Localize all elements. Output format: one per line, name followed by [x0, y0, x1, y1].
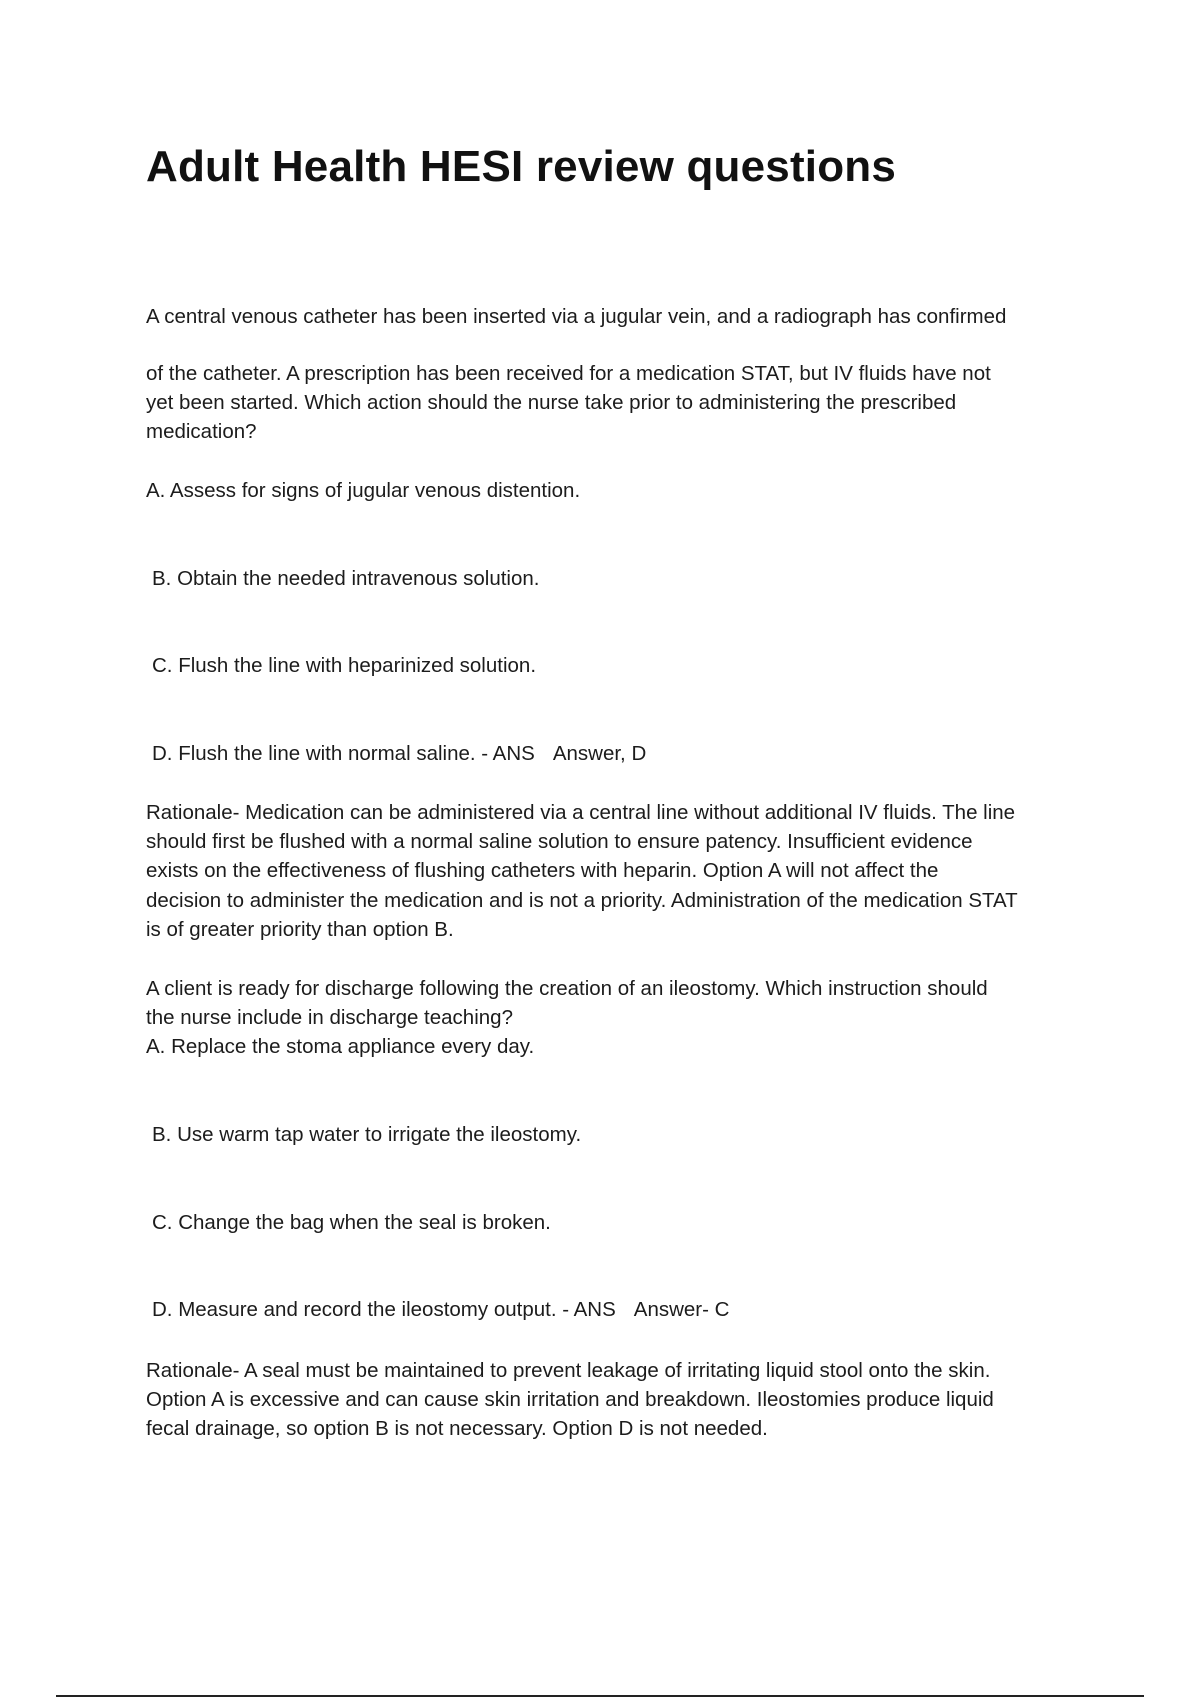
q2-option-a: A. Replace the stoma appliance every day. [146, 1035, 535, 1058]
q1-stem-line-4: medication? [146, 420, 257, 443]
q1-stem-line-1: A central venous catheter has been inserted via a jugular vein, and a radiograph has confirmed [146, 305, 1007, 328]
q1-option-b: B. Obtain the needed intravenous solution. [152, 567, 540, 590]
q1-stem-line-2: of the catheter. A prescription has been received for a medication STAT, but IV fluids have not [146, 362, 991, 385]
q2-rationale-line-1: Rationale- A seal must be maintained to prevent leakage of irritating liquid stool onto the skin. [146, 1359, 991, 1382]
q1-rationale-line-4: decision to administer the medication and is not a priority. Administration of the medication STAT [146, 889, 1018, 912]
q2-option-d-line [152, 1295, 729, 1324]
q2-stem-line-1: A client is ready for discharge following the creation of an ileostomy. Which instruction should [146, 977, 988, 1000]
q1-answer: Answer, D [552, 742, 647, 765]
page-title: Adult Health HESI review questions [146, 142, 897, 191]
q2-option-c: C. Change the bag when the seal is broken. [152, 1211, 551, 1234]
q1-option-d-line [152, 739, 646, 768]
q1-rationale-line-3: exists on the effectiveness of flushing catheters with heparin. Option A will not affect the [146, 859, 939, 882]
q1-stem-line-3: yet been started. Which action should the nurse take prior to administering the prescribed [146, 391, 957, 414]
q2-rationale-line-2: Option A is excessive and can cause skin irritation and breakdown. Ileostomies produce liquid [146, 1388, 994, 1411]
q2-rationale-line-3: fecal drainage, so option B is not necessary. Option D is not needed. [146, 1417, 768, 1440]
q1-rationale-line-5: is of greater priority than option B. [146, 918, 454, 941]
q1-option-c: C. Flush the line with heparinized solution. [152, 654, 537, 677]
q2-option-d: D. Measure and record the ileostomy output. - ANS [152, 1298, 616, 1321]
q2-answer: Answer- C [633, 1298, 730, 1321]
q2-stem-line-2: the nurse include in discharge teaching? [146, 1006, 513, 1029]
footer-divider [56, 1695, 1144, 1697]
q1-rationale-line-2: should first be flushed with a normal saline solution to ensure patency. Insufficient evidence [146, 830, 973, 853]
q1-option-a: A. Assess for signs of jugular venous distention. [146, 479, 581, 502]
q1-rationale-line-1: Rationale- Medication can be administered via a central line without additional IV fluids. The line [146, 801, 1016, 824]
q2-option-b: B. Use warm tap water to irrigate the ileostomy. [152, 1123, 582, 1146]
q1-option-d: D. Flush the line with normal saline. - ANS [152, 742, 535, 765]
